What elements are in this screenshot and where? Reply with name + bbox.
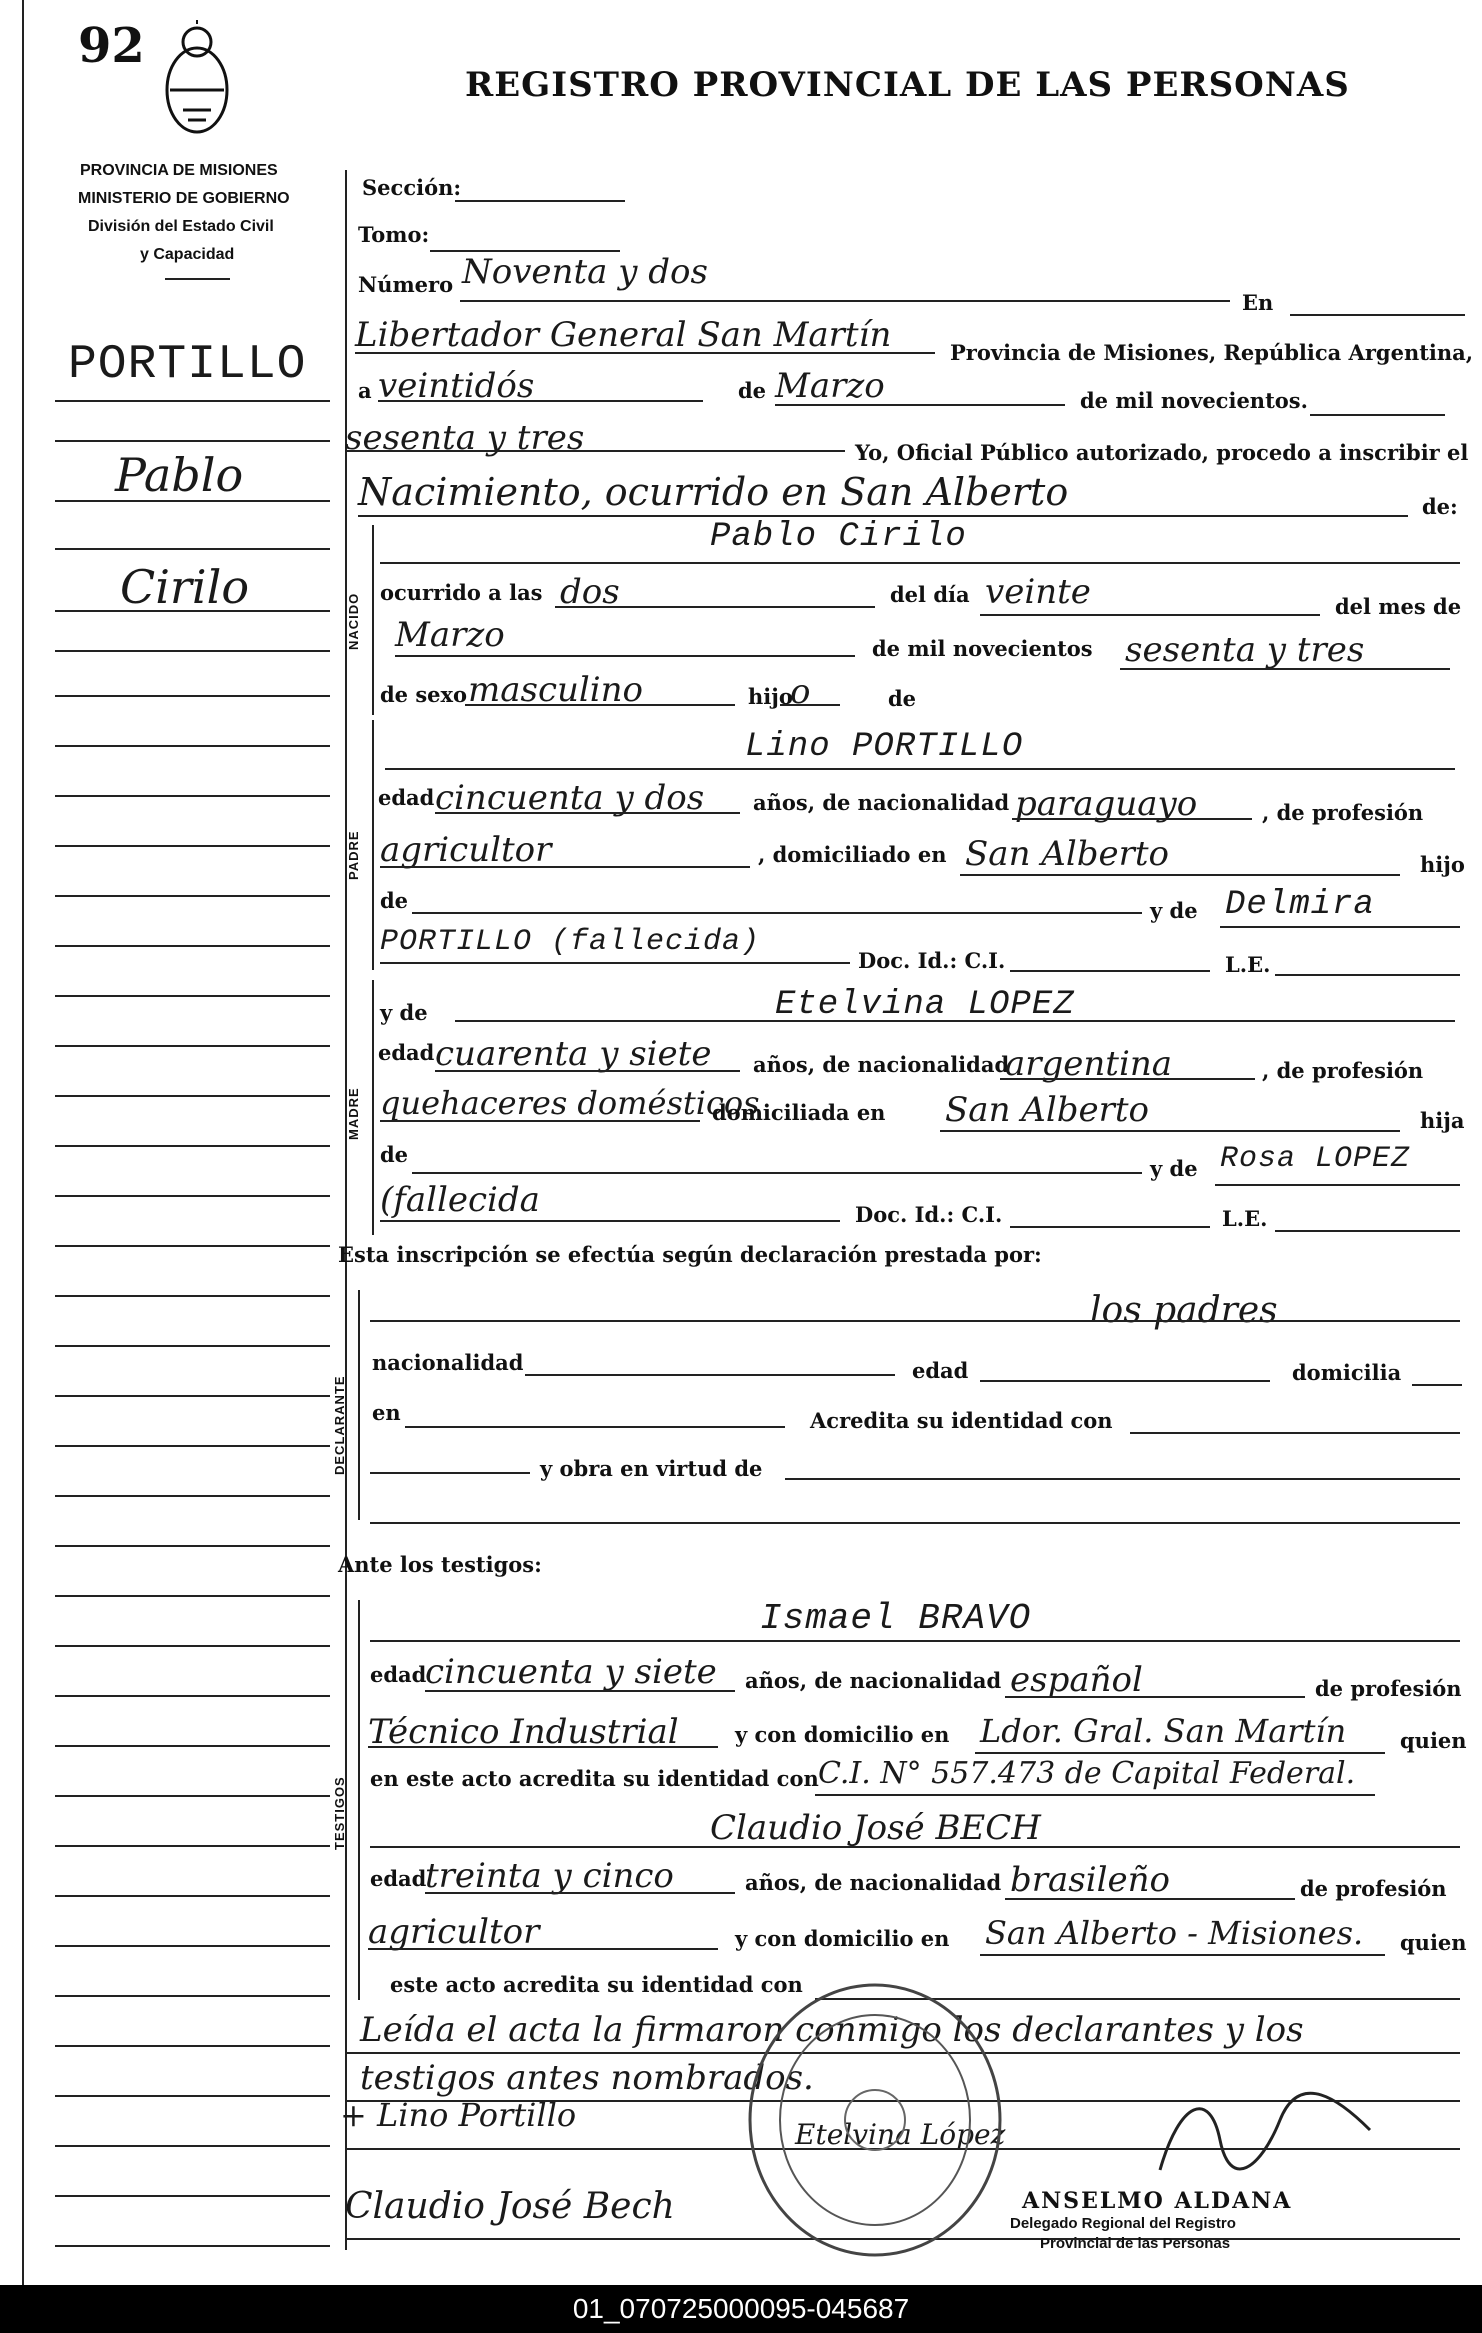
nacido-nombre: Pablo Cirilo: [710, 518, 967, 556]
madre-nacionalidad: argentina: [1005, 1044, 1173, 1084]
mes-value: Marzo: [775, 366, 885, 406]
padre-madre-cont: PORTILLO (fallecida): [380, 925, 761, 959]
org-line: PROVINCIA DE MISIONES: [80, 162, 278, 179]
declarante-domicilia-label: domicilia: [1292, 1360, 1402, 1385]
padre-yde-label: y de: [1150, 898, 1198, 923]
declarante-virtud-label: y obra en virtud de: [540, 1456, 763, 1481]
numero-label: Número: [358, 272, 454, 297]
padre-domicilio-label: , domiciliado en: [758, 842, 947, 867]
madre-edad-label: edad: [378, 1040, 435, 1065]
madre-hija-label: hija: [1420, 1108, 1465, 1133]
testigo1-profesion: Técnico Industrial: [368, 1712, 679, 1752]
oficial-cargo: Provincial de las Personas: [1040, 2235, 1231, 2252]
testigo1-nacionalidad: español: [1010, 1660, 1143, 1700]
org-line: División del Estado Civil: [88, 218, 274, 235]
declarante-en-label: en: [372, 1400, 401, 1425]
numero-value: Noventa y dos: [462, 252, 708, 292]
madre-edad: cuarenta y siete: [435, 1034, 712, 1074]
testigo2-profesion-label: de profesión: [1300, 1876, 1447, 1901]
padre-hijo-label: hijo: [1420, 852, 1465, 877]
tomo-label: Tomo:: [358, 222, 430, 247]
sexo-label: de sexo: [380, 682, 468, 707]
testigo2-profesion: agricultor: [368, 1912, 540, 1952]
firma-madre: Etelvina López: [795, 2118, 1006, 2151]
declarante-section-label: DECLARANTE: [332, 1375, 347, 1475]
madre-profesion-label: , de profesión: [1262, 1058, 1424, 1083]
madre-yde-label: y de: [380, 1000, 428, 1025]
testigo2-acredita-label: este acto acredita su identidad con: [390, 1972, 803, 1997]
declarante-nacionalidad-label: nacionalidad: [372, 1350, 524, 1375]
del-mes-label: del mes de: [1335, 594, 1462, 619]
declarante-edad-label: edad: [912, 1358, 969, 1383]
testigo2-domicilio: San Alberto - Misiones.: [985, 1914, 1364, 1952]
page-number: 92: [78, 18, 145, 74]
madre-domicilio-label: domiciliada en: [712, 1100, 886, 1125]
padre-madre-nombre: Delmira: [1225, 886, 1375, 924]
testigo1-anios-label: años, de nacionalidad: [745, 1668, 1002, 1693]
mil-label: de mil novecientos.: [1080, 388, 1308, 413]
a-label: a: [358, 378, 372, 403]
anio-nac-value: sesenta y tres: [1125, 630, 1365, 670]
padre-nombre: Lino PORTILLO: [745, 728, 1024, 766]
testigo1-edad-label: edad: [370, 1662, 427, 1687]
mil-nac-label: de mil novecientos: [872, 636, 1093, 661]
dia-value: veintidós: [378, 366, 535, 406]
testigo1-domicilio-label: y con domicilio en: [735, 1722, 950, 1747]
testigo1-nombre: Ismael BRAVO: [760, 1598, 1032, 1639]
padre-profesion-label: , de profesión: [1262, 800, 1424, 825]
testigo2-nombre: Claudio José BECH: [710, 1808, 1041, 1848]
acto-value: Nacimiento, ocurrido en San Alberto: [358, 470, 1069, 514]
testigos-section-label: TESTIGOS: [332, 1776, 347, 1850]
testigo1-edad: cincuenta y siete: [425, 1652, 717, 1692]
hora-value: dos: [560, 572, 620, 612]
seccion-label: Sección:: [362, 175, 462, 200]
padre-edad: cincuenta y dos: [435, 778, 705, 818]
margin-surname: PORTILLO: [68, 338, 307, 392]
testigo2-quien-label: quien: [1400, 1930, 1467, 1955]
provincia-label: Provincia de Misiones, República Argentina,: [950, 340, 1474, 365]
del-dia-label: del día: [890, 582, 970, 607]
de-colon-label: de:: [1422, 494, 1458, 519]
testigo1-domicilio: Ldor. Gral. San Martín: [980, 1712, 1347, 1750]
mes-nac-value: Marzo: [395, 615, 505, 655]
madre-doc-label: Doc. Id.: C.I.: [855, 1202, 1003, 1227]
testigos-intro: Ante los testigos:: [338, 1552, 542, 1577]
declarante-valor: los padres: [1090, 1290, 1278, 1331]
firma-padre: + Lino Portillo: [340, 2096, 577, 2134]
margin-name: Pablo: [115, 448, 244, 502]
padre-domicilio: San Alberto: [965, 834, 1169, 874]
madre-yde-label2: y de: [1150, 1156, 1198, 1181]
hijo-value: o: [790, 672, 811, 712]
oficial-nombre: ANSELMO ALDANA: [1022, 2188, 1293, 2214]
testigo2-nacionalidad: brasileño: [1010, 1860, 1170, 1900]
oficial-label: Yo, Oficial Público autorizado, procedo a inscribir el: [855, 440, 1469, 465]
testigo1-acredita-label: en este acto acredita su identidad con: [370, 1766, 819, 1791]
lugar-value: Libertador General San Martín: [355, 315, 892, 355]
nacido-section-label: NACIDO: [346, 592, 361, 650]
padre-nacionalidad: paraguayo: [1015, 784, 1198, 824]
madre-profesion: quehaceres domésticos: [380, 1084, 760, 1122]
ocurrido-label: ocurrido a las: [380, 580, 543, 605]
padre-le-label: L.E.: [1225, 952, 1271, 977]
cierre-linea2: testigos antes nombrados.: [360, 2058, 814, 2098]
madre-le-label: L.E.: [1222, 1206, 1268, 1231]
left-margin-line: [22, 0, 24, 2285]
padre-de-label: de: [380, 888, 409, 913]
org-line: y Capacidad: [140, 246, 235, 263]
org-line: MINISTERIO DE GOBIERNO: [78, 190, 290, 207]
sexo-value: masculino: [468, 670, 644, 710]
padre-anios-label: años, de nacionalidad: [753, 790, 1010, 815]
testigo2-edad: treinta y cinco: [425, 1856, 674, 1896]
cierre-linea1: Leída el acta la firmaron conmigo los declarantes y los: [360, 2010, 1304, 2050]
testigo1-profesion-label: de profesión: [1315, 1676, 1462, 1701]
oficial-cargo: Delegado Regional del Registro: [1010, 2215, 1236, 2232]
document-title: REGISTRO PROVINCIAL DE LAS PERSONAS: [465, 65, 1350, 105]
footer-bar: [0, 2285, 1482, 2333]
madre-madre-nombre: Rosa LOPEZ: [1220, 1142, 1411, 1176]
padre-section-label: PADRE: [346, 830, 361, 880]
testigo1-quien-label: quien: [1400, 1728, 1467, 1753]
padre-edad-label: edad: [378, 785, 435, 810]
de-label: de: [738, 378, 767, 403]
padre-doc-label: Doc. Id.: C.I.: [858, 948, 1006, 973]
declarante-acredita-label: Acredita su identidad con: [810, 1408, 1113, 1433]
madre-nombre: Etelvina LOPEZ: [775, 986, 1075, 1024]
testigo2-domicilio-label: y con domicilio en: [735, 1926, 950, 1951]
footer-code: 01_070725000095-045687: [572, 2293, 910, 2324]
official-signature-icon: [1140, 2080, 1400, 2190]
en-label: En: [1242, 290, 1274, 315]
dia-nac-value: veinte: [985, 572, 1091, 612]
de-nac-label: de: [888, 686, 917, 711]
madre-de-label: de: [380, 1142, 409, 1167]
column-divider: [345, 170, 347, 2250]
madre-madre-cont: (fallecida: [380, 1180, 540, 1220]
coat-of-arms-icon: [158, 20, 236, 140]
padre-profesion: agricultor: [380, 830, 552, 870]
testigo1-doc: C.I. N° 557.473 de Capital Federal.: [818, 1756, 1356, 1791]
anio-value: sesenta y tres: [345, 418, 585, 458]
madre-domicilio: San Alberto: [945, 1090, 1149, 1130]
testigo2-anios-label: años, de nacionalidad: [745, 1870, 1002, 1895]
hijo-label: hijo: [748, 684, 793, 709]
madre-anios-label: años, de nacionalidad: [753, 1052, 1010, 1077]
official-seal-icon: [740, 1975, 1010, 2265]
madre-section-label: MADRE: [346, 1087, 361, 1140]
declarante-intro: Esta inscripción se efectúa según declaración prestada por:: [338, 1242, 1042, 1267]
margin-name: Cirilo: [120, 560, 250, 614]
testigo2-edad-label: edad: [370, 1866, 427, 1891]
firma-testigo: Claudio José Bech: [345, 2186, 675, 2227]
